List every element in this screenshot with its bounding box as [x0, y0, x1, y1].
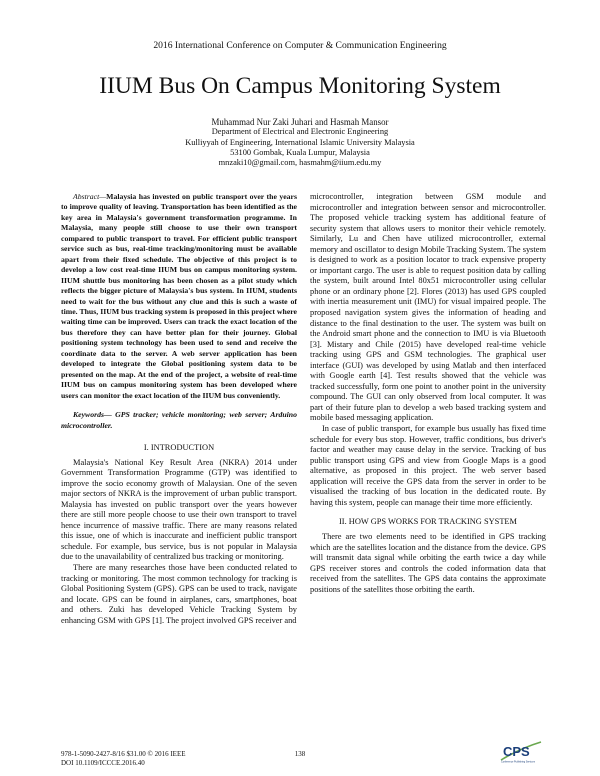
section-heading-gps: II. HOW GPS WORKS FOR TRACKING SYSTEM	[339, 517, 517, 527]
section-heading-introduction: I. INTRODUCTION	[143, 442, 215, 452]
footer-doi: DOI 10.1109/ICCCE.2016.40	[61, 758, 145, 767]
keywords-dash: —	[104, 410, 112, 420]
author-emails[interactable]: mnzaki10@gmail.com, hasmahm@iium.edu.my	[218, 158, 382, 168]
paper-title: IIUM Bus On Campus Monitoring System	[99, 73, 501, 99]
gps-paragraph-1: There are two elements need to be identified in GPS tracking which are the satellites location and the distance from the device. GPS will transmit data signal while orbiting the earth twice a day while GPS receiver stores and controls the coded information data that received from the satellites. The GPS data contains the approximate positions of the satellites those orbiting the earth.	[310, 531, 546, 594]
right-column	[310, 192, 546, 595]
right-paragraph-1: microcontroller, integration between GSM module and microcontroller and integration between sensor and microcontroller. The proposed vehicle tracking system has additional feature of security system that allows users to monitor their vehicle remotely. Similarly, Lu and Chen have utilized microcontroller, external memory and oscillator to design Mobile Tracking System. The system is designed to work as a position locator to track expensive property or important cargo. The user is able to request position data by calling the system, built around Intel 80x51 microcontroller using cellular phone or an ordinary phone [2]. Flores (2013) has used GPS coupled with inertia measurement unit (IMU) for visual impaired people. The proposed navigation system gives the information of heading and distance to the final destination to the user. The system was built on the Android smart phone and the connection to IMU is via Bluetooth [3]. Mistary and Chile (2015) have developed real-time vehicle tracking using GPS and GSM technologies. The graphical user interface (GUI) was developed by using Matlab and then interfaced with Google earth [4]. Test results showed that the vehicle was tracked successfully, form one point to another point in the university compound. The GUI can only observed from local computer. It was part of their future plan to develop a web based tracking system and mobile based messaging application.	[310, 192, 546, 423]
author-names: Muhammad Nur Zaki Juhari and Hasmah Mansor	[211, 117, 389, 127]
author-block	[0, 117, 600, 168]
footer-isbn: 978-1-5090-2427-8/16 $31.00 © 2016 IEEE	[61, 750, 186, 758]
left-column	[61, 192, 297, 626]
author-faculty: Kulliyyah of Engineering, International Islamic University Malaysia	[185, 137, 415, 147]
keywords	[61, 410, 297, 431]
logo-text: CPS	[503, 744, 530, 759]
page-number: 138	[294, 750, 306, 758]
abstract-text: Malaysia has invested on public transport over the years to improve quality of leaving. Transportation has been identified as the key area in Malaysia's government transformation programme. In Malaysia, many people still choose to use their own transport compared to public transport to travel. For efficient public transport service such as bus, real-time tracking/monitoring must be available apart from their fixed schedule. The objective of this project is to develop a low cost real-time IIUM bus on campus monitoring system. IIUM shuttle bus monitoring has been chosen as a pilot study which reflects the bigger picture of Malaysia's bus system. In IIUM, students need to wait for the bus without any clue and this is such a waste of time. Thus, IIUM bus tracking system is proposed in this project where waiting time can be improved. Users can track the exact location of the bus therefore they can have better plan for their journey. Global positioning system technology has been used to send and receive the coordinate data to the server. A web server application has been developed to integrate the Global positioning system data to be presented on the map. At the end of the project, a website of real-time IIUM bus on campus monitoring system has been developed where users can monitor the exact location of the IIUM bus conveniently.	[61, 192, 297, 400]
abstract-label: Abstract	[73, 192, 100, 201]
keywords-text: GPS tracker; vehicle monitoring; web server; Arduino microcontroller.	[61, 410, 297, 430]
intro-paragraph-2: There are many researches those have been conducted related to tracking or monitoring. The most common technology for tracking is Global Positioning System (GPS). GPS can be used to track, navigate and locate. GPS can be found in airplanes, cars, smartphones, boat and others. Zuki has developed Vehicle Tracking System by enhancing GSM with GPS [1]. The project involved GPS receiver and	[61, 562, 297, 625]
author-address: 53100 Gombak, Kuala Lumpur, Malaysia	[230, 147, 370, 157]
abstract	[61, 192, 297, 401]
logo-subtext: Conference Publishing Services	[501, 760, 535, 764]
intro-paragraph-1: Malaysia's National Key Result Area (NKRA) 2014 under Government Transformation Programme (GTP) was identified to improve the socio economy growth of Malaysian. One of the seven major sectors of NKRA is the improvement of urban public transport. Malaysia has invested on public transport over the years however there are still more people choose to use their own transport to travel hence incurrence of massive traffic. There are many reasons related this issue, one of which is inaccurate and inefficient public transport schedule. For example, bus service, bus is not popular in Malaysia due to the unavailability of centralized bus tracking or monitoring.	[61, 457, 297, 562]
abstract-dash: —	[99, 192, 107, 201]
author-department: Department of Electrical and Electronic Engineering	[211, 127, 389, 137]
cps-logo	[499, 740, 543, 764]
right-paragraph-2: In case of public transport, for example bus usually has fixed time schedule for every bus stop. However, traffic conditions, bus driver's factor and weather may cause delay in the service. Tracking of bus public transport using GPS and view from Google Maps is a good alternative, as proposed in this project. The web server based application will receive the GPS data from the server in order to be visualised the tracking of bus location in the dedicated route. By having this system, people can manage their time more efficiently.	[310, 424, 546, 507]
keywords-label: Keywords	[73, 410, 104, 420]
conference-header: 2016 International Conference on Computer & Communication Engineering	[153, 40, 447, 51]
